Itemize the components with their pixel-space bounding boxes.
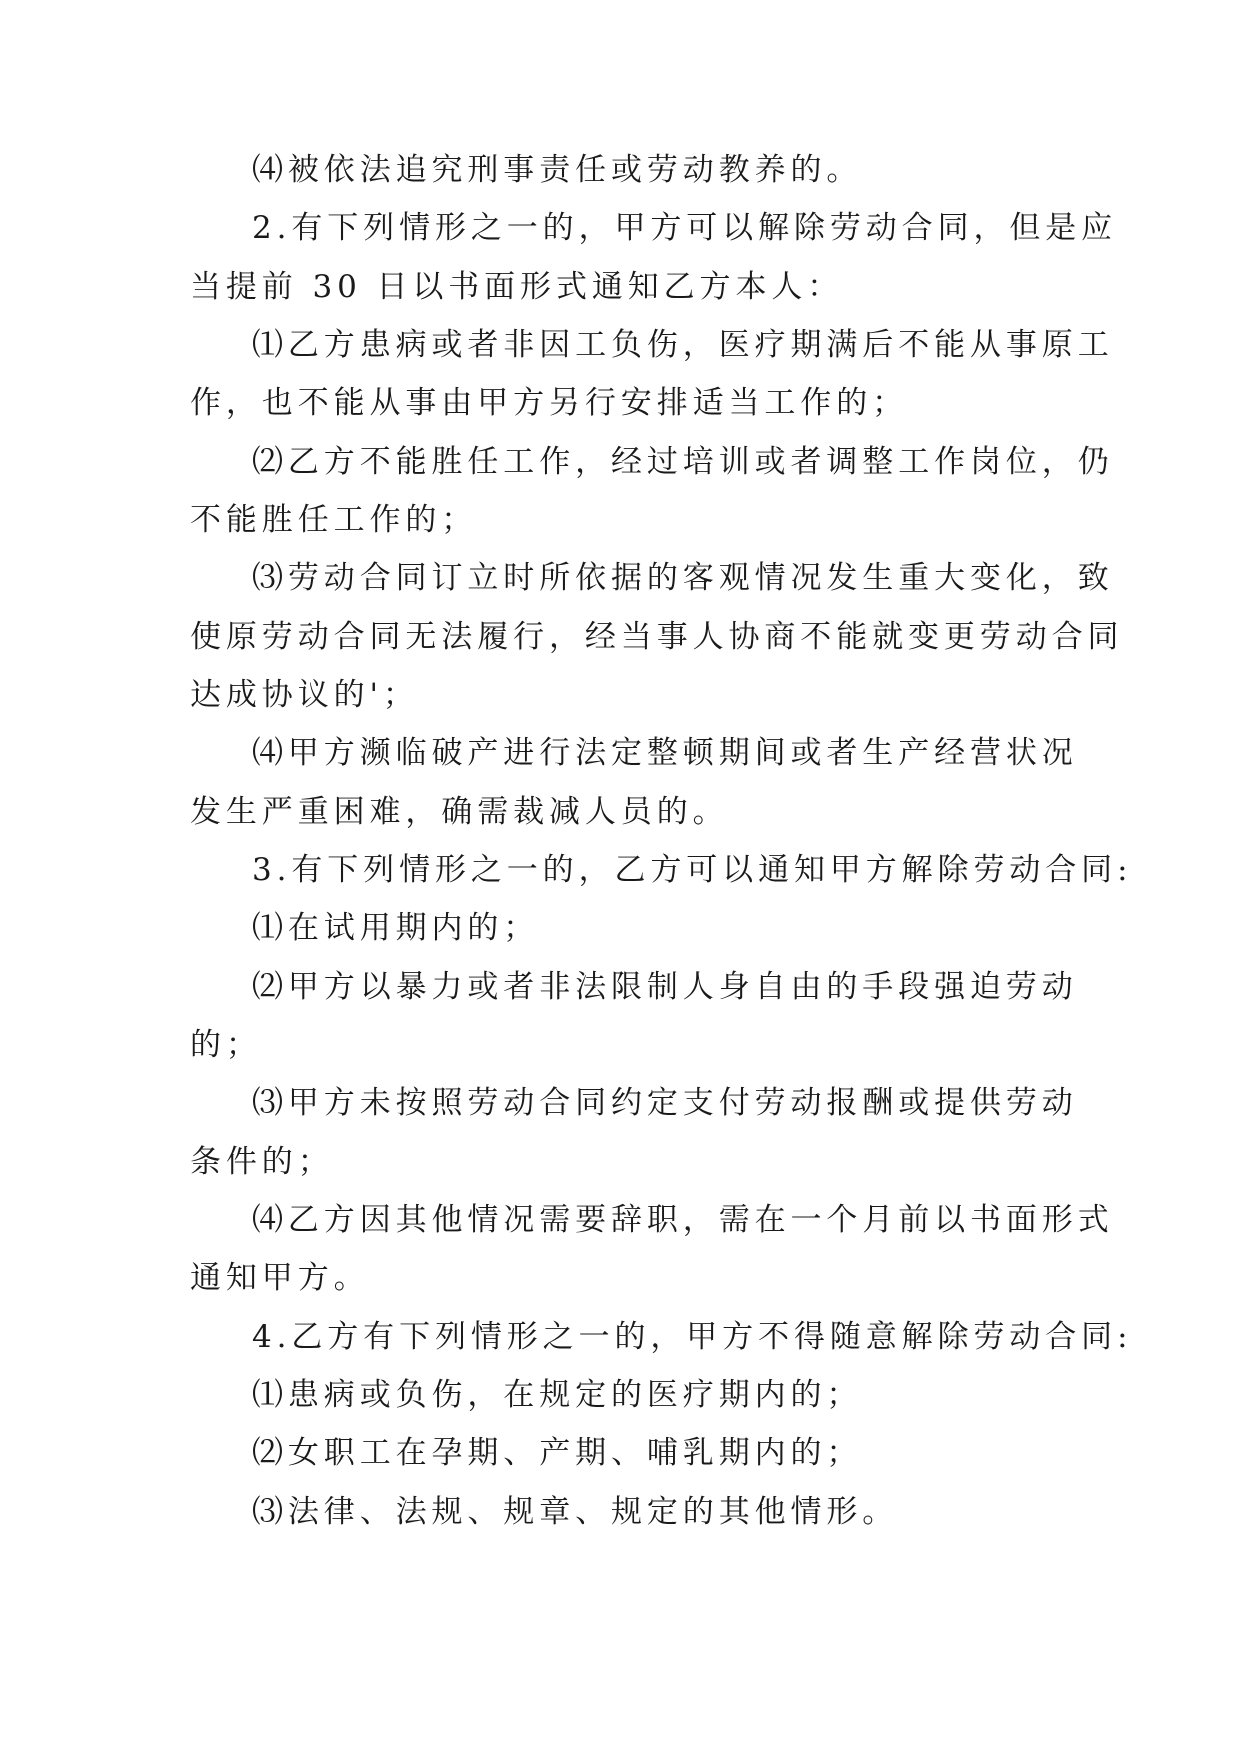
text-line: 3.有下列情形之一的，乙方可以通知甲方解除劳动合同: [252, 852, 1133, 888]
text-line: 发生严重困难，确需裁减人员的。 [190, 794, 729, 830]
text-line: 达成协议的'； [190, 677, 419, 713]
text-line: 条件的； [190, 1144, 334, 1180]
text-line: 不能胜任工作的； [190, 502, 478, 538]
text-line: 2.有下列情形之一的，甲方可以解除劳动合同，但是应 [252, 210, 1118, 246]
text-line: 通知甲方。 [190, 1260, 370, 1296]
text-line: ⑶劳动合同订立时所依据的客观情况发生重大变化，致 [252, 560, 1114, 596]
text-line: ⑷乙方因其他情况需要辞职，需在一个月前以书面形式 [252, 1202, 1114, 1238]
text-line: 4.乙方有下列情形之一的，甲方不得随意解除劳动合同: [252, 1319, 1133, 1355]
text-line: ⑷被依法追究刑事责任或劳动教养的。 [252, 152, 863, 188]
text-line: ⑷甲方濒临破产进行法定整顿期间或者生产经营状况 [252, 735, 1078, 771]
text-line: 的； [190, 1027, 262, 1063]
text-line: ⑶法律、法规、规章、规定的其他情形。 [252, 1494, 899, 1530]
text-line: 当提前 30 日以书面形式通知乙方本人： [190, 269, 844, 305]
text-line: ⑵甲方以暴力或者非法限制人身自由的手段强迫劳动 [252, 969, 1078, 1005]
text-line: ⑵女职工在孕期、产期、哺乳期内的； [252, 1435, 863, 1471]
text-line: ⑵乙方不能胜任工作，经过培训或者调整工作岗位，仍 [252, 444, 1114, 480]
text-line: ⑴患病或负伤，在规定的医疗期内的； [252, 1377, 863, 1413]
text-line: ⑴在试用期内的； [252, 910, 540, 946]
text-line: 作，也不能从事由甲方另行安排适当工作的； [190, 385, 908, 421]
text-line: ⑶甲方未按照劳动合同约定支付劳动报酬或提供劳动 [252, 1085, 1078, 1121]
text-line: 使原劳动合同无法履行，经当事人协商不能就变更劳动合同 [190, 619, 1124, 655]
text-line: ⑴乙方患病或者非因工负伤，医疗期满后不能从事原工 [252, 327, 1114, 363]
